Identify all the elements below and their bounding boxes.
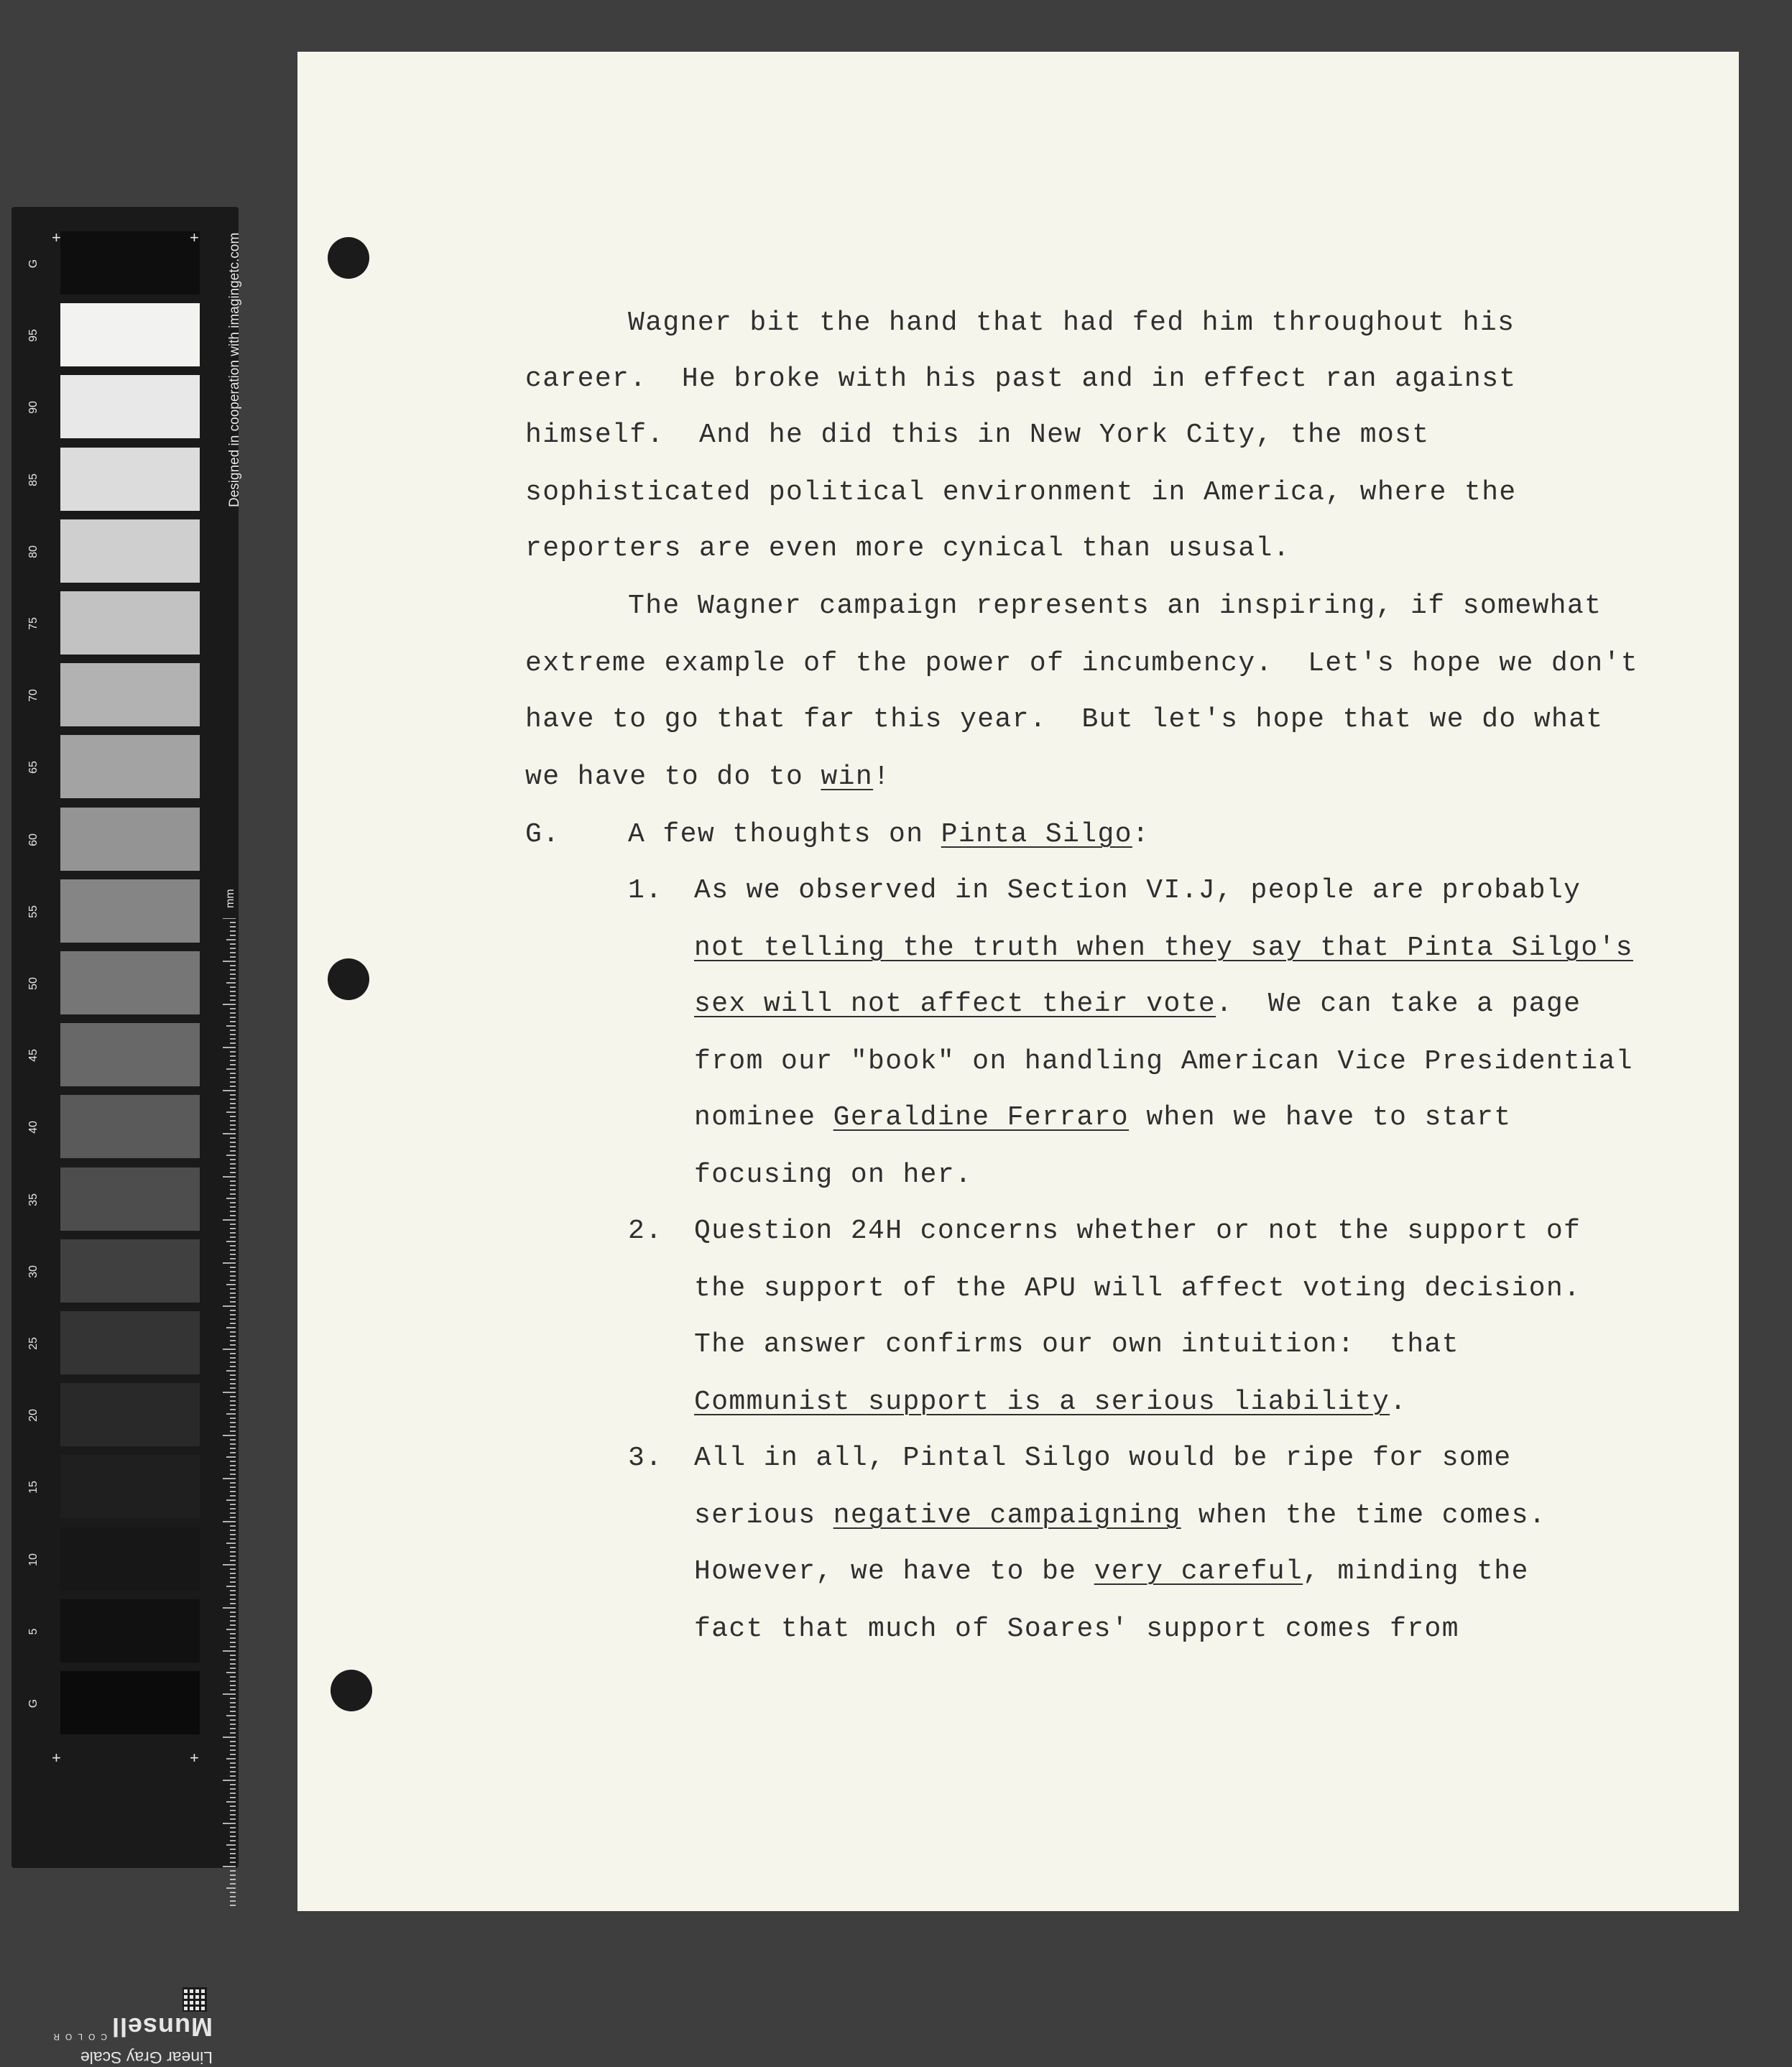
text-line	[694, 1216, 1581, 1247]
gray-patch-label: G	[27, 259, 40, 269]
text-run: nominee	[694, 1102, 833, 1133]
gray-patch-label: 45	[27, 1049, 40, 1063]
text-line	[694, 1046, 1633, 1078]
text-run: 3.	[628, 1443, 663, 1474]
text-line	[525, 420, 1430, 451]
text-run: career. He broke with his past and in effect ran against	[525, 364, 1517, 394]
text-run: sophisticated political environment in America, where the	[525, 477, 1517, 508]
text-run: The Wagner campaign represents an inspiring, if somewhat	[628, 591, 1602, 621]
underlined-phrase: very careful	[1094, 1556, 1303, 1587]
underlined-phrase: Pinta Silgo	[941, 819, 1132, 850]
text-run: we have to do to	[525, 762, 821, 792]
gray-patch	[60, 1527, 200, 1591]
document-page	[297, 52, 1739, 1911]
gray-patch	[60, 1383, 200, 1446]
gray-patch-label: 25	[27, 1337, 40, 1350]
text-run: extreme example of the power of incumbency. Let's hope we don't	[525, 648, 1639, 679]
gray-patch-label: 20	[27, 1409, 40, 1423]
text-run: .	[1390, 1387, 1408, 1418]
punch-hole	[328, 237, 369, 279]
gray-patch	[60, 663, 200, 726]
text-run: The answer confirms our own intuition: that	[694, 1329, 1459, 1360]
gray-patch	[60, 591, 200, 655]
text-run: A few thoughts on	[628, 819, 941, 850]
registration-mark: +	[190, 1749, 199, 1767]
text-line	[628, 819, 1150, 851]
text-run: !	[873, 762, 891, 792]
underlined-phrase: Communist support is a serious liability	[694, 1387, 1390, 1418]
gray-patch	[60, 808, 200, 871]
gray-patch	[60, 1095, 200, 1158]
text-line	[628, 1216, 662, 1247]
gray-patch	[60, 1023, 200, 1086]
gray-patch	[60, 1599, 200, 1663]
text-line	[694, 989, 1581, 1020]
gray-patch-label: 5	[27, 1628, 40, 1635]
gray-patch-label: 10	[27, 1553, 40, 1566]
text-line	[694, 1500, 1546, 1532]
text-run: have to go that far this year. But let's hope that we do what	[525, 704, 1604, 735]
text-line	[525, 477, 1517, 509]
text-line	[525, 704, 1604, 736]
gray-patch-label: 90	[27, 401, 40, 415]
gray-patch-label: 30	[27, 1264, 40, 1278]
text-line	[694, 933, 1633, 964]
gray-patch	[60, 1239, 200, 1303]
brand-name: Munsell	[111, 2012, 213, 2042]
text-run: All in all, Pintal Silgo would be ripe for some	[694, 1443, 1512, 1474]
gray-patch	[60, 951, 200, 1014]
registration-mark: +	[190, 228, 199, 246]
text-run: when the time comes.	[1181, 1500, 1546, 1531]
gray-patch-label: G	[27, 1698, 40, 1708]
text-run: from our "book" on handling American Vice Presidential	[694, 1046, 1633, 1077]
text-run: :	[1132, 819, 1150, 850]
text-line	[628, 307, 1515, 339]
gray-patch	[60, 519, 200, 583]
text-line	[694, 1387, 1407, 1418]
text-run: 1.	[628, 875, 663, 906]
underlined-phrase: negative campaigning	[833, 1500, 1181, 1531]
scale-name: Linear Gray Scale	[80, 2048, 213, 2067]
text-line	[694, 1614, 1459, 1645]
underlined-phrase: win	[821, 762, 874, 792]
text-line	[525, 648, 1638, 680]
text-line	[694, 1102, 1512, 1134]
gray-patch	[60, 1167, 200, 1231]
gray-scale-card	[11, 207, 242, 2067]
text-line	[628, 591, 1602, 622]
text-run: himself. And he did this in New York City, the most	[525, 420, 1430, 450]
text-line	[628, 875, 662, 907]
punch-hole	[328, 958, 369, 1000]
designed-credit: Designed in cooperation with imagingetc.com	[227, 232, 242, 507]
text-line	[694, 1329, 1459, 1361]
punch-hole	[331, 1670, 372, 1711]
text-run: when we have to start	[1129, 1102, 1512, 1133]
brand-subname: COLOR	[47, 2032, 107, 2042]
munsell-logo-icon	[183, 1987, 207, 2012]
gray-patch-label: 75	[27, 617, 40, 630]
gray-patch-label: 50	[27, 977, 40, 990]
gray-patch-label: 85	[27, 473, 40, 486]
text-run: 2.	[628, 1216, 663, 1247]
text-line	[694, 1160, 972, 1191]
mm-ruler	[221, 918, 236, 1910]
text-run: However, we have to be	[694, 1556, 1094, 1587]
text-line	[525, 762, 890, 793]
gray-patch	[60, 1671, 200, 1734]
munsell-brand-block	[40, 1987, 213, 2067]
gray-patch	[60, 1311, 200, 1374]
text-run: reporters are even more cynical than ususal.	[525, 533, 1290, 564]
text-run: As we observed in Section VI.J, people are probably	[694, 875, 1581, 906]
underlined-phrase: not telling the truth when they say that Pinta Silgo's	[694, 933, 1633, 963]
text-run: G.	[525, 819, 560, 850]
text-line	[525, 819, 560, 851]
gray-patch	[60, 375, 200, 438]
underlined-phrase: Geraldine Ferraro	[833, 1102, 1130, 1133]
registration-mark: +	[52, 1749, 61, 1767]
gray-patch	[60, 879, 200, 943]
text-run: the support of the APU will affect voting decision.	[694, 1273, 1581, 1304]
registration-mark: +	[52, 228, 61, 246]
text-run: serious	[694, 1500, 833, 1531]
text-line	[628, 1443, 662, 1474]
gray-patch-label: 65	[27, 761, 40, 774]
gray-patch-label: 40	[27, 1121, 40, 1134]
gray-patch-label: 95	[27, 329, 40, 343]
text-line	[525, 364, 1517, 395]
text-line	[694, 1443, 1512, 1474]
gray-patch-label: 60	[27, 833, 40, 846]
text-run: Wagner bit the hand that had fed him throughout his	[628, 307, 1515, 338]
gray-patch	[60, 303, 200, 366]
gray-patch	[60, 735, 200, 798]
gray-patch-label: 80	[27, 545, 40, 558]
gray-patch-label: 35	[27, 1193, 40, 1206]
gray-patch	[60, 228, 200, 295]
text-run: , minding the	[1303, 1556, 1529, 1587]
gray-patch-label: 55	[27, 905, 40, 918]
text-line	[525, 533, 1290, 565]
gray-patch-label: 15	[27, 1481, 40, 1494]
underlined-phrase: sex will not affect their vote	[694, 989, 1216, 1019]
ruler-unit-label: mm	[224, 889, 236, 908]
text-line	[694, 875, 1581, 907]
text-line	[694, 1273, 1581, 1305]
text-run: Question 24H concerns whether or not the support of	[694, 1216, 1581, 1247]
text-run: fact that much of Soares' support comes from	[694, 1614, 1459, 1645]
text-run: . We can take a page	[1216, 989, 1581, 1019]
gray-patch	[60, 1455, 200, 1518]
gray-patch-label: 70	[27, 689, 40, 703]
gray-patch	[60, 448, 200, 511]
text-line	[694, 1556, 1529, 1588]
text-run: focusing on her.	[694, 1160, 973, 1190]
